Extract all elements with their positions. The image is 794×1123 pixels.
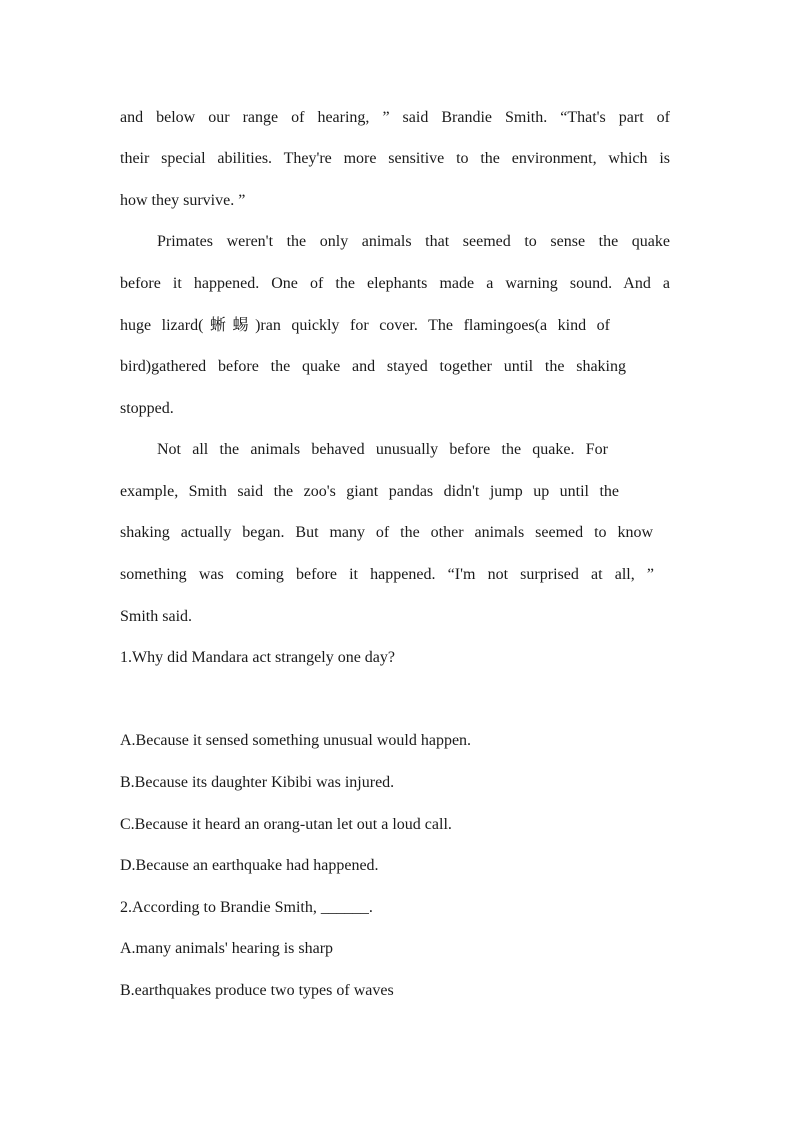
option-a: A.Because it sensed something unusual would happen. [120, 732, 472, 749]
passage-line: Smith said. [120, 608, 193, 625]
passage-line: stopped. [120, 400, 174, 417]
option-b: B.Because its daughter Kibibi was injured. [120, 774, 395, 791]
option-d: D.Because an earthquake had happened. [120, 857, 379, 874]
passage-line: Primates weren't the only animals that seemed to sense the quake [157, 233, 670, 250]
passage-line: bird)gathered before the quake and stayed together until the shaking [120, 358, 626, 375]
passage-line: and below our range of hearing, ” said Brandie Smith. “That's part of [120, 109, 670, 126]
passage-line: something was coming before it happened. “I'm not surprised at all, ” [120, 566, 654, 583]
passage-line: their special abilities. They're more sensitive to the environment, which is [120, 150, 670, 167]
option-c: C.Because it heard an orang-utan let out a loud call. [120, 816, 452, 833]
question-stem: 2.According to Brandie Smith, ______. [120, 899, 373, 916]
passage-line: before it happened. One of the elephants made a warning sound. And a [120, 275, 670, 292]
passage-line: shaking actually began. But many of the other animals seemed to know [120, 524, 653, 541]
question-stem: 1.Why did Mandara act strangely one day? [120, 649, 396, 666]
passage-line: Not all the animals behaved unusually before the quake. For [157, 441, 608, 458]
passage-line: huge lizard(蜥蜴)ran quickly for cover. The flamingoes(a kind of [120, 317, 610, 334]
option-b: B.earthquakes produce two types of waves [120, 982, 394, 999]
passage-line: how they survive. ” [120, 192, 246, 209]
option-a: A.many animals' hearing is sharp [120, 940, 334, 957]
passage-line: example, Smith said the zoo's giant pandas didn't jump up until the [120, 483, 619, 500]
